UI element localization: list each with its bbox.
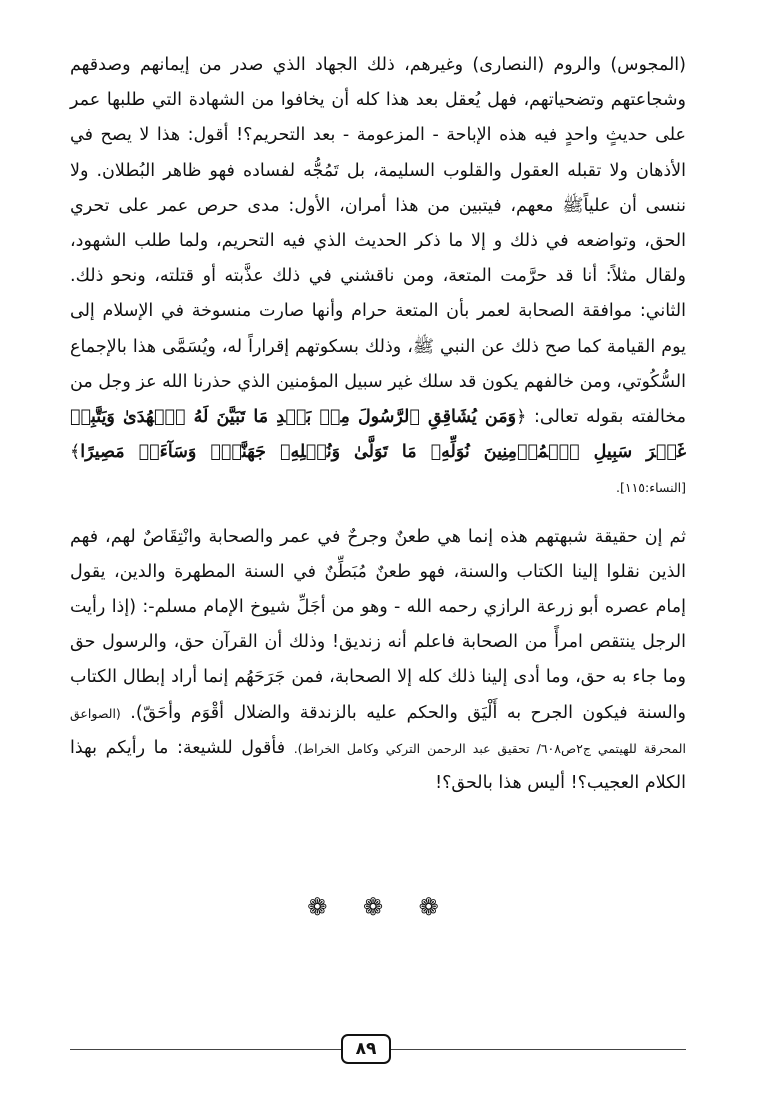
verse-close-bracket: ﴾ — [70, 442, 81, 463]
verse-reference: [النساء:١١٥]. — [616, 480, 686, 496]
paragraph-2-text: ثم إن حقيقة شبهتهم هذه إنما هي طعنٌ وجرحٌ في عمر والصحابة وانْتِقَاصٌ لهم، فهم الذين نقلوا إلينا الكتاب والسنة، فهو طعنٌ مُبَطِّنٌ في السنة المطهرة والدين، يقول إمام عصره أبو زرعة الرازي رحمه الله - وهو من أجَلِّ شيوخ الإمام مسلم-: (إذا رأيت الرجل ينتقص امرأً من الصحابة فاعلم أنه زنديق! وذلك أن القرآن حق، والرسول حق وما جاء به حق، وما أدى إلينا ذلك كله إلا الصحابة، فمن جَرَحَهُم إنما أراد إبطال الكتاب والسنة فيكون الجرح به أَلْيَق والحكم عليه بالزندقة والضلال أقْوَم وأحَقّ). — [70, 526, 686, 723]
paragraph-2-closing: فأقول للشيعة: ما رأيكم بهذا الكلام العجيب؟! أليس هذا بالحق؟! — [70, 737, 686, 794]
page-body — [70, 48, 686, 801]
paragraph-1-text: (المجوس) والروم (النصارى) وغيرهم، ذلك الجهاد الذي صدر من إيمانهم وصدقهم وشجاعتهم وتضحياتهم، فهل يُعقل بعد هذا كله أن يخافوا من الشهادة التي طلبها عمر على حديثٍ واحدٍ فيه هذه الإباحة - المزعومة - بعد التحريم؟! أقول: هذا لا يصح في الأذهان ولا تقبله العقول والقلوب السليمة، بل تَمُجُّه لفساده فهو ظاهر البُطلان. ولا ننسى أن علياًﷺ معهم، فيتبين من هذا أمران، الأول: مدى حرص عمر على تحري الحق، وتواضعه في ذلك و إلا ما ذكر الحديث الذي فيه التحريم، ولما طلب الشهود، ولقال مثلاً: أنا قد حرَّمت المتعة، ومن ناقشني في ذلك عذَّبته أو قتلته، ونحو ذلك. الثاني: موافقة الصحابة لعمر بأن المتعة حرام وأنها صارت منسوخة في الإسلام إلى يوم القيامة كما صح ذلك عن النبي ﷺ، وذلك بسكوتهم إقراراً له، ويُسَمَّى هذا بالإجماع السُّكُوتي، ومن خالفهم يكون قد سلك غير سبيل المؤمنين الذي حذرنا الله عز وجل من مخالفته بقوله تعالى: — [70, 55, 686, 428]
citation-footnote: (الصواعق المحرقة للهيتمي ج٢ص٦٠٨/ تحقيق عبد الرحمن التركي وكامل الخراط). — [70, 705, 686, 756]
quran-verse: وَمَن يُشَاقِقِ ٱلرَّسُولَ مِنۢ بَعۡدِ مَا تَبَيَّنَ لَهُ ٱلۡهُدَىٰ وَيَتَّبِعۡ غَيۡرَ سَبِيلِ ٱلۡمُؤۡمِنِينَ نُوَلِّهِۦ مَا تَوَلَّىٰ وَنُصۡلِهِۦ جَهَنَّمَۖ وَسَآءَتۡ مَصِيرًا — [70, 407, 686, 463]
page-number: ٨٩ — [341, 1034, 391, 1064]
section-divider-ornaments: ❁ ❁ ❁ — [307, 893, 453, 921]
paragraph-1 — [70, 48, 686, 506]
paragraph-2 — [70, 520, 686, 802]
verse-open-bracket: ﴿ — [516, 407, 527, 428]
